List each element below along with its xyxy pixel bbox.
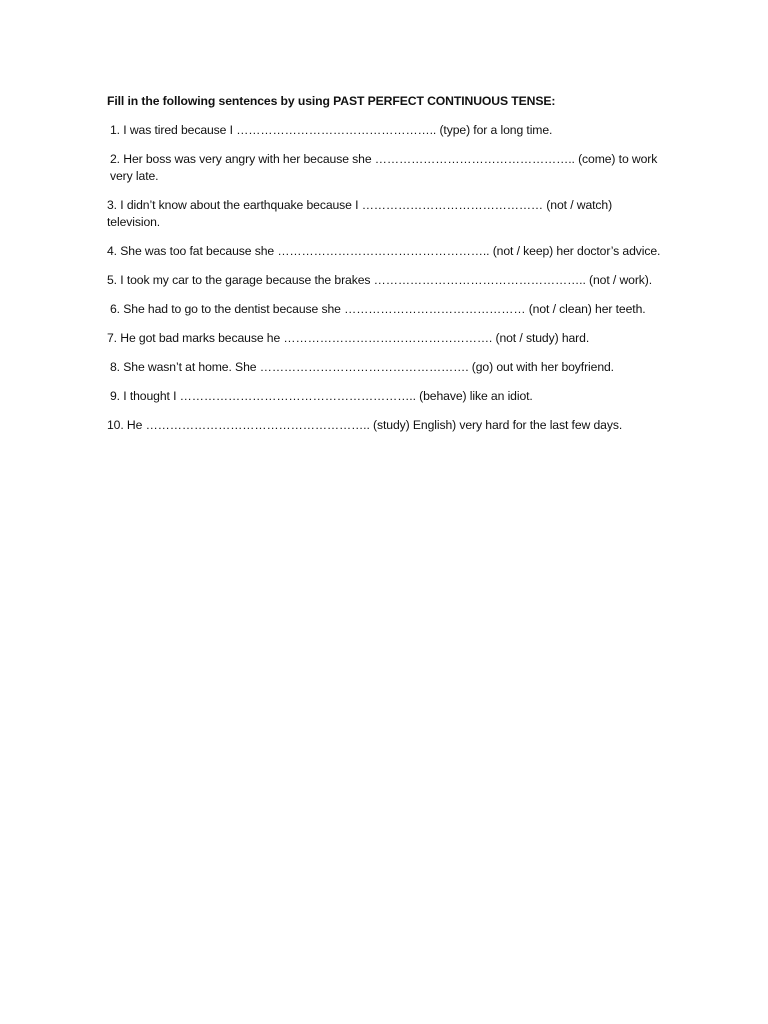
worksheet [107, 93, 667, 446]
sentence-5: 5. I took my car to the garage because the brakes …………………………………………….. (not / work). [107, 273, 653, 287]
sentence-1: 1. I was tired because I ………………………………………….. (type) for a long time. [110, 123, 553, 137]
sentence-9: 9. I thought I ………………………………………………….. (behave) like an idiot. [110, 389, 533, 403]
sentence-6: 6. She had to go to the dentist because she ……………………………………… (not / clean) her teeth. [110, 302, 646, 316]
sentence-7: 7. He got bad marks because he ……………………………………………. (not / study) hard. [107, 331, 590, 345]
sentence-3: 3. I didn’t know about the earthquake because I ……………………………………… (not / watch) television. [107, 198, 613, 229]
sentence-10: 10. He ……………………………………………….. (study) English) very hard for the last few days. [107, 418, 623, 432]
sentence-2: 2. Her boss was very angry with her because she ………………………………………….. (come) to work very late. [110, 152, 658, 183]
worksheet-instructions: Fill in the following sentences by using PAST PERFECT CONTINUOUS TENSE: [107, 94, 556, 108]
sentence-8: 8. She wasn’t at home. She ……………………………………………. (go) out with her boyfriend. [110, 360, 614, 374]
sentence-4: 4. She was too fat because she …………………………………………….. (not / keep) her doctor’s advice. [107, 244, 661, 258]
